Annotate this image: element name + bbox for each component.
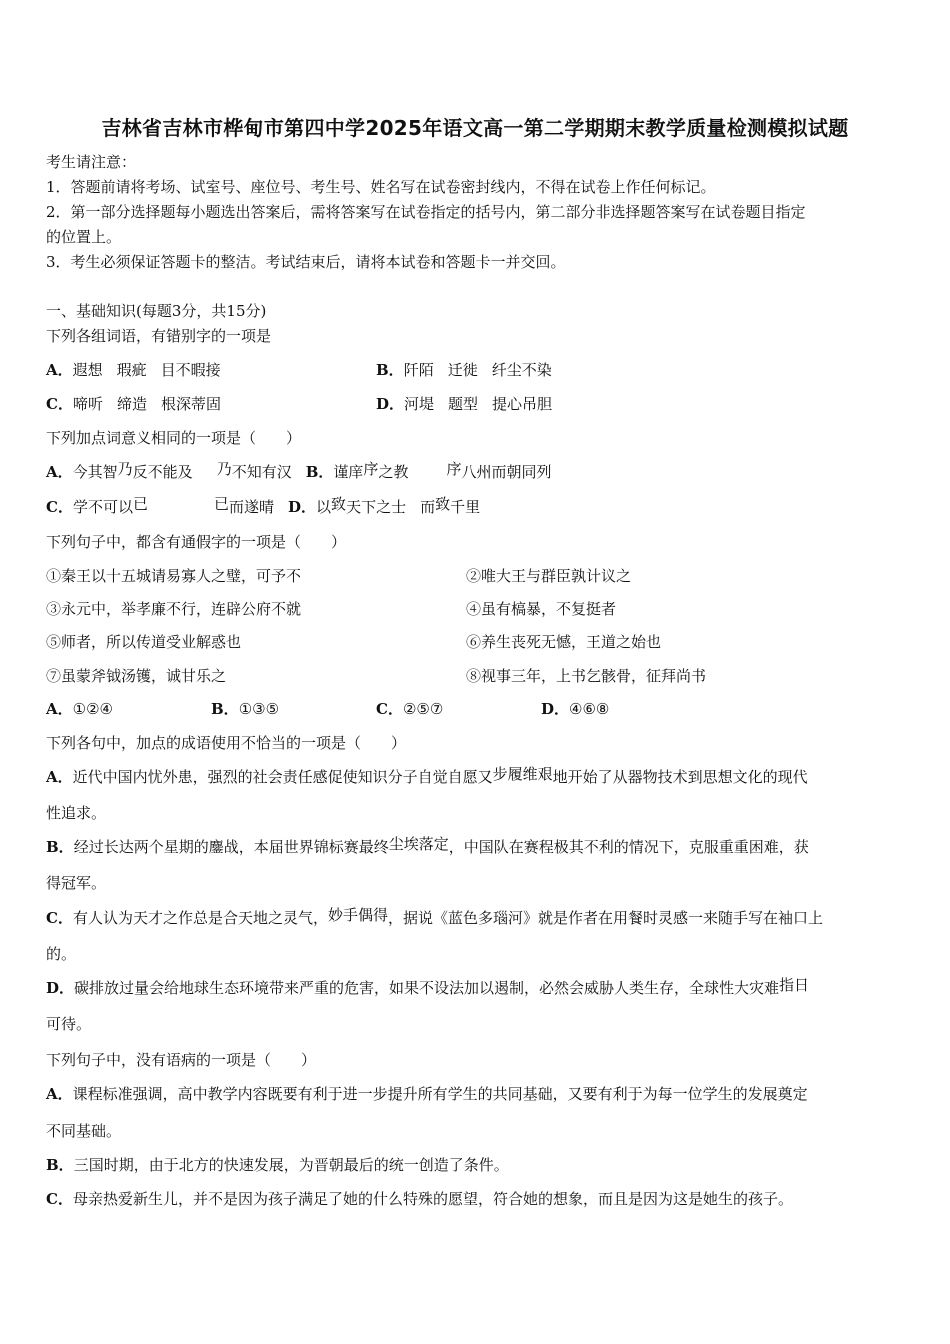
q3-item-7: ⑦虽蒙斧钺汤镬，诚甘乐之 bbox=[46, 667, 227, 685]
q5-stem: 下列句子中，没有语病的一项是（ ） bbox=[46, 1051, 317, 1069]
sentence: 有人认为天才之作总是合天地之灵气， bbox=[72, 909, 328, 927]
sentence: ，据说《蓝色多瑙河》就是作者在用餐时灵感一来随手写在袖口上 bbox=[387, 909, 823, 927]
notice-item-1: 1．答题前请将考场、试室号、座位号、考生号、姓名写在试卷密封线内，不得在试卷上作任何标记。 bbox=[46, 178, 716, 196]
option-label: C． bbox=[46, 395, 73, 413]
q1-option-b bbox=[376, 360, 552, 380]
option-text: ①③⑤ bbox=[238, 700, 280, 718]
phrase: 谨庠 bbox=[333, 463, 364, 481]
sentence: 母亲热爱新生儿，并不是因为孩子满足了她的什么特殊的愿望，符合她的想象，而且是因为这是她生的孩子。 bbox=[72, 1190, 793, 1208]
option-label: A． bbox=[46, 768, 73, 786]
q1-option-a bbox=[46, 360, 221, 380]
dotted-word: 序 bbox=[446, 460, 462, 478]
q4-option-d bbox=[46, 978, 809, 998]
q5-option-a bbox=[46, 1084, 808, 1104]
sentence: ，中国队在赛程极其不利的情况下，克服重重困难，获 bbox=[448, 838, 809, 856]
dotted-word: 序 bbox=[363, 460, 379, 478]
word: 题型 bbox=[448, 395, 479, 413]
q1-option-c bbox=[46, 394, 221, 414]
option-label: B． bbox=[46, 1156, 74, 1174]
word: 瑕疵 bbox=[116, 361, 147, 379]
option-label: D． bbox=[541, 700, 570, 718]
phrase: 以 bbox=[316, 498, 332, 516]
q3-item-6: ⑥养生丧死无憾，王道之始也 bbox=[466, 633, 662, 651]
sentence: 课程标准强调，高中教学内容既要有利于进一步提升所有学生的共同基础，又要有利于为每一位学生的发展奠定 bbox=[72, 1085, 808, 1103]
notice-item-3: 3．考生必须保证答题卡的整洁。考试结束后，请将本试卷和答题卡一并交回。 bbox=[46, 253, 566, 271]
option-label: B． bbox=[305, 463, 334, 481]
option-label: B． bbox=[211, 700, 239, 718]
word: 啼听 bbox=[72, 395, 103, 413]
q3-option-b bbox=[211, 699, 279, 719]
option-text: ④⑥⑧ bbox=[569, 700, 610, 718]
sentence: 近代中国内忧外患，强烈的社会责任感促使知识分子自觉自愿又 bbox=[72, 768, 493, 786]
q3-option-a bbox=[46, 699, 113, 719]
dotted-word: 致 bbox=[435, 495, 451, 513]
sentence: 经过长达两个星期的鏖战，本届世界锦标赛最终 bbox=[73, 838, 389, 856]
q3-item-5: ⑤师者，所以传道受业解惑也 bbox=[46, 633, 242, 651]
option-label: C． bbox=[46, 1190, 73, 1208]
phrase: 天下之士 bbox=[346, 498, 407, 516]
notice-item-2-cont: 的位置上。 bbox=[46, 228, 122, 246]
option-label: B． bbox=[376, 361, 404, 379]
phrase: 千里 bbox=[450, 498, 481, 516]
word: 根深蒂固 bbox=[160, 395, 221, 413]
option-text: ①②④ bbox=[72, 700, 113, 718]
sentence: 三国时期，由于北方的快速发展，为晋朝最后的统一创造了条件。 bbox=[73, 1156, 509, 1174]
word: 纤尘不染 bbox=[491, 361, 552, 379]
q4-option-a bbox=[46, 767, 808, 787]
q2-option-a-b bbox=[46, 462, 551, 482]
dotted-word: 乃 bbox=[117, 460, 133, 478]
option-label: D． bbox=[376, 395, 405, 413]
dotted-idiom: 指日 bbox=[779, 976, 810, 994]
sentence: 碳排放过量会给地球生态环境带来严重的危害，如果不设法加以遏制，必然会威胁人类生存，全球性大灾难 bbox=[74, 979, 780, 997]
section-heading: 一、基础知识(每题3分，共15分) bbox=[46, 302, 267, 320]
word: 遐想 bbox=[72, 361, 103, 379]
q4-option-b bbox=[46, 837, 809, 857]
notice-item-2: 2．第一部分选择题每小题选出答案后，需将答案写在试卷指定的括号内，第二部分非选择题答案写在试卷题目指定 bbox=[46, 203, 806, 221]
option-label: D． bbox=[288, 498, 317, 516]
q3-item-8: ⑧视事三年，上书乞骸骨，征拜尚书 bbox=[466, 667, 707, 685]
option-label: A． bbox=[46, 463, 73, 481]
word: 提心吊胆 bbox=[492, 395, 553, 413]
phrase: 学不可以 bbox=[72, 498, 133, 516]
word: 阡陌 bbox=[403, 361, 434, 379]
dotted-word: 已 bbox=[132, 495, 148, 513]
notice-heading: 考生请注意： bbox=[46, 153, 137, 171]
exam-title: 吉林省吉林市桦甸市第四中学2025年语文高一第二学期期末教学质量检测模拟试题 bbox=[101, 116, 849, 140]
word: 缔造 bbox=[116, 395, 147, 413]
q3-stem: 下列句子中，都含有通假字的一项是（ ） bbox=[46, 533, 347, 551]
dotted-word: 乃 bbox=[216, 460, 232, 478]
q1-stem: 下列各组词语，有错别字的一项是 bbox=[46, 327, 272, 345]
option-label: C． bbox=[376, 700, 403, 718]
q1-option-d bbox=[376, 394, 552, 414]
option-label: A． bbox=[46, 700, 73, 718]
phrase: 八州而朝同列 bbox=[461, 463, 552, 481]
word: 河堤 bbox=[404, 395, 435, 413]
q2-option-c-d bbox=[46, 497, 480, 517]
q3-item-3: ③永元中，举孝廉不行，连辟公府不就 bbox=[46, 600, 302, 618]
q3-option-c bbox=[376, 699, 443, 719]
q3-item-2: ②唯大王与群臣孰计议之 bbox=[466, 567, 632, 585]
option-label: C． bbox=[46, 498, 73, 516]
option-label: B． bbox=[46, 838, 74, 856]
q4-option-c bbox=[46, 908, 823, 928]
option-label: C． bbox=[46, 909, 73, 927]
q5-option-b bbox=[46, 1155, 509, 1175]
dotted-word: 已 bbox=[213, 495, 229, 513]
q4-option-a-cont: 性追求。 bbox=[46, 804, 107, 822]
phrase: 之教 bbox=[378, 463, 409, 481]
option-label: D． bbox=[46, 979, 75, 997]
word: 迁徙 bbox=[447, 361, 478, 379]
phrase: 今其智 bbox=[72, 463, 118, 481]
phrase: 而 bbox=[420, 498, 436, 516]
q3-item-4: ④虽有槁暴，不复挺者 bbox=[466, 600, 617, 618]
q4-option-b-cont: 得冠军。 bbox=[46, 874, 107, 892]
dotted-word: 致 bbox=[331, 495, 347, 513]
q4-option-d-cont: 可待。 bbox=[46, 1015, 92, 1033]
phrase: 不知有汉 bbox=[231, 463, 292, 481]
sentence: 地开始了从器物技术到思想文化的现代 bbox=[552, 768, 808, 786]
q5-option-a-cont: 不同基础。 bbox=[46, 1122, 122, 1140]
q3-item-1: ①秦王以十五城请易寡人之璧，可予不 bbox=[46, 567, 302, 585]
q4-stem: 下列各句中，加点的成语使用不恰当的一项是（ ） bbox=[46, 734, 407, 752]
option-label: A． bbox=[46, 361, 73, 379]
q5-option-c bbox=[46, 1189, 793, 1209]
dotted-idiom: 步履维艰 bbox=[492, 765, 553, 783]
word: 目不暇接 bbox=[160, 361, 221, 379]
phrase: 反不能及 bbox=[132, 463, 193, 481]
q4-option-c-cont: 的。 bbox=[46, 945, 77, 963]
dotted-idiom: 尘埃落定 bbox=[388, 835, 449, 853]
q3-option-d bbox=[541, 699, 609, 719]
option-text: ②⑤⑦ bbox=[402, 700, 444, 718]
phrase: 而遂晴 bbox=[229, 498, 275, 516]
dotted-idiom: 妙手偶得 bbox=[327, 906, 388, 924]
option-label: A． bbox=[46, 1085, 73, 1103]
q2-stem: 下列加点词意义相同的一项是（ ） bbox=[46, 429, 302, 447]
